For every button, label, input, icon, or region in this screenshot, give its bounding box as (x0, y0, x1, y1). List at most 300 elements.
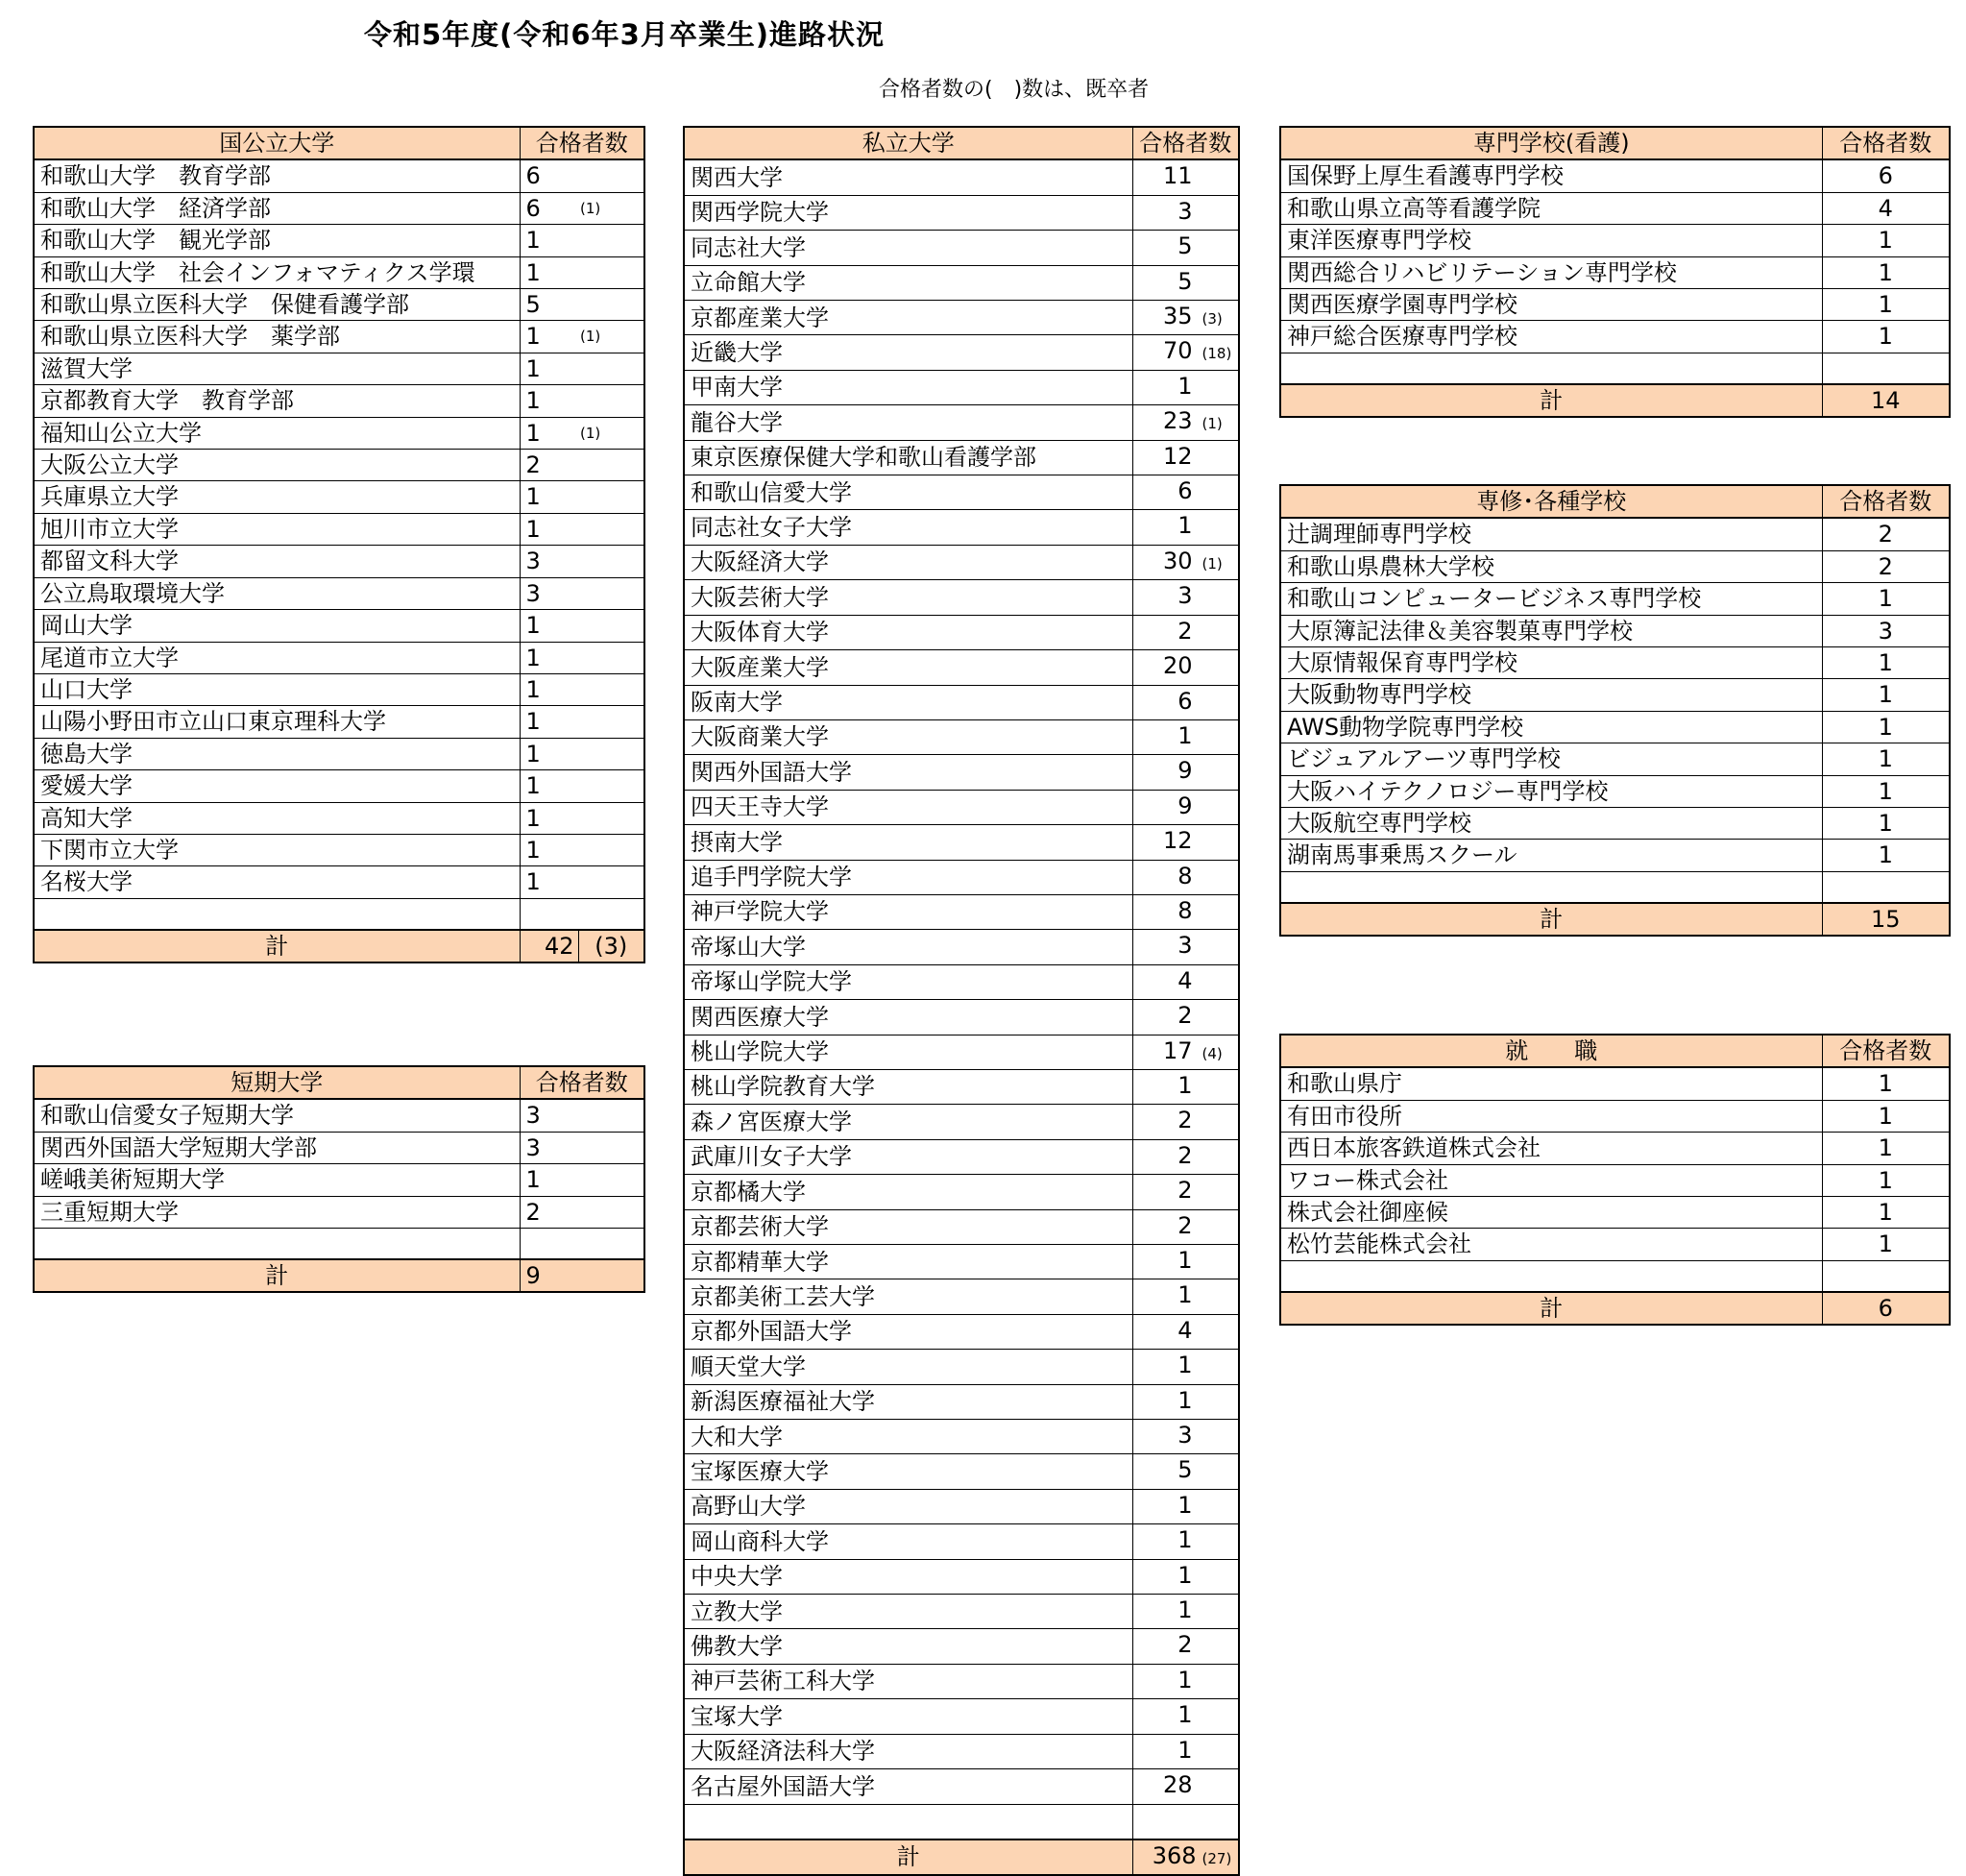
table-row (1280, 1164, 1950, 1196)
school-name: 関西医療大学 (684, 1000, 1132, 1035)
table-row (1280, 159, 1950, 192)
pass-count: 1 (520, 1164, 644, 1196)
table-row (34, 417, 644, 449)
table-row (1280, 321, 1950, 353)
school-name: 関西総合リハビリテーション専門学校 (1280, 256, 1822, 288)
pass-count: 1 (1822, 583, 1950, 615)
private-header: 私立大学 (684, 127, 1132, 159)
pass-count-cell (1132, 301, 1239, 335)
pass-count: 9 (1177, 792, 1193, 819)
graduate-note: (3) (1201, 310, 1223, 329)
pass-count-cell (1132, 1175, 1239, 1209)
graduate-note (578, 642, 644, 673)
school-name: 京都橘大学 (684, 1175, 1132, 1209)
school-name: 京都産業大学 (684, 301, 1132, 335)
graduate-note (578, 159, 644, 192)
school-name: 名桜大学 (34, 866, 520, 898)
pass-count-cell (1132, 1314, 1239, 1349)
school-name: 三重短期大学 (34, 1196, 520, 1228)
graduate-note (578, 353, 644, 384)
school-name: 名古屋外国語大学 (684, 1769, 1132, 1804)
pass-count: 1 (520, 481, 578, 513)
school-name: 中央大学 (684, 1559, 1132, 1594)
table-row (684, 1245, 1239, 1279)
pass-count: 1 (1822, 1164, 1950, 1196)
table-header-row (1280, 1035, 1950, 1067)
table-row (34, 256, 644, 288)
pass-count: 1 (1177, 1386, 1193, 1414)
private-total-note: (27) (1201, 1849, 1232, 1867)
graduate-note (578, 770, 644, 802)
school-name: 山口大学 (34, 673, 520, 705)
pass-count: 1 (1177, 1666, 1193, 1693)
national-university-table (33, 126, 645, 963)
table-row (1280, 840, 1950, 871)
table-row (34, 866, 644, 898)
pass-count-cell (1132, 475, 1239, 510)
school-name: 東洋医療専門学校 (1280, 225, 1822, 256)
graduate-note: (18) (1201, 345, 1232, 363)
table-row (684, 1664, 1239, 1698)
school-name: 松竹芸能株式会社 (1280, 1229, 1822, 1260)
table-row (684, 475, 1239, 510)
school-name: 和歌山大学 経済学部 (34, 192, 520, 224)
pass-count: 2 (1822, 518, 1950, 550)
school-name: 愛媛大学 (34, 770, 520, 802)
pass-count: 1 (520, 673, 578, 705)
school-name: 岡山大学 (34, 610, 520, 642)
graduate-note (578, 706, 644, 738)
table-row (1280, 679, 1950, 711)
school-name: 立命館大学 (684, 265, 1132, 300)
pass-count-cell (1132, 1069, 1239, 1104)
table-row (684, 1420, 1239, 1454)
table-row (684, 195, 1239, 230)
pass-count-cell (1132, 1804, 1239, 1839)
pass-count: 2 (1177, 1631, 1193, 1659)
pass-count: 1 (1822, 775, 1950, 807)
school-name: 龍谷大学 (684, 405, 1132, 440)
pass-count: 6 (520, 192, 578, 224)
table-row (684, 1000, 1239, 1035)
pass-count: 4 (1177, 1316, 1193, 1344)
pass-count: 2 (1177, 1107, 1193, 1134)
table-row (684, 1489, 1239, 1523)
table-row (34, 1099, 644, 1132)
graduate-note: (1) (578, 321, 644, 353)
school-name: 大原簿記法律＆美容製菓専門学校 (1280, 615, 1822, 646)
vocational-total: 15 (1822, 903, 1950, 936)
school-name: 徳島大学 (34, 738, 520, 769)
pass-count: 1 (520, 802, 578, 834)
nursing-total: 14 (1822, 384, 1950, 417)
vocational-count-header: 合格者数 (1822, 485, 1950, 518)
pass-count: 1 (1177, 1352, 1193, 1379)
table-row (1280, 1260, 1950, 1291)
school-name: 株式会社御座候 (1280, 1197, 1822, 1229)
graduate-note (578, 513, 644, 545)
school-name: ワコー株式会社 (1280, 1164, 1822, 1196)
pass-count: 3 (1177, 932, 1193, 960)
table-row (34, 225, 644, 256)
pass-count-cell (1132, 1454, 1239, 1489)
table-header-row (684, 127, 1239, 159)
school-name: 同志社大学 (684, 231, 1132, 265)
pass-count: 6 (1822, 159, 1950, 192)
national-header: 国公立大学 (34, 127, 520, 159)
school-name: 京都芸術大学 (684, 1209, 1132, 1244)
pass-count: 1 (520, 417, 578, 449)
pass-count: 1 (1822, 225, 1950, 256)
private-total-cell (1132, 1839, 1239, 1875)
pass-count: 12 (1162, 827, 1193, 855)
table-row (684, 580, 1239, 615)
pass-count: 1 (520, 706, 578, 738)
pass-count: 30 (1162, 547, 1193, 574)
table-row (684, 1139, 1239, 1174)
table-row (684, 755, 1239, 790)
nursing-header: 専門学校(看護) (1280, 127, 1822, 159)
pass-count-cell (1132, 615, 1239, 649)
graduate-note (578, 738, 644, 769)
employment-count-header: 合格者数 (1822, 1035, 1950, 1067)
table-row (684, 301, 1239, 335)
pass-count: 1 (1177, 1701, 1193, 1729)
table-row (34, 673, 644, 705)
table-row (684, 615, 1239, 649)
pass-count: 1 (1822, 1133, 1950, 1164)
pass-count-cell (1132, 1734, 1239, 1768)
pass-count: 3 (520, 546, 578, 577)
school-name: 関西学院大学 (684, 195, 1132, 230)
total-row (1280, 1292, 1950, 1325)
table-row (684, 1105, 1239, 1139)
school-name: 大和大学 (684, 1420, 1132, 1454)
school-name: 大阪経済大学 (684, 545, 1132, 579)
table-row (34, 1196, 644, 1228)
graduate-note: (1) (578, 417, 644, 449)
table-row (684, 1175, 1239, 1209)
table-row (34, 610, 644, 642)
pass-count: 2 (520, 1196, 644, 1228)
pass-count: 2 (520, 450, 578, 481)
table-row (1280, 1100, 1950, 1132)
table-row (684, 370, 1239, 404)
pass-count: 1 (1822, 321, 1950, 353)
pass-count: 1 (520, 770, 578, 802)
pass-count-cell (1132, 860, 1239, 894)
table-row (1280, 289, 1950, 321)
pass-count: 20 (1162, 652, 1193, 680)
table-row (34, 1164, 644, 1196)
junior-total: 9 (520, 1259, 644, 1292)
graduate-note (578, 673, 644, 705)
pass-count: 2 (1177, 1211, 1193, 1239)
private-university-table (683, 126, 1240, 1876)
pass-count: 6 (1177, 687, 1193, 715)
school-name: 神戸芸術工科大学 (684, 1664, 1132, 1698)
graduate-note (578, 802, 644, 834)
school-name: 福知山公立大学 (34, 417, 520, 449)
graduate-note (578, 898, 644, 929)
pass-count: 1 (1822, 679, 1950, 711)
table-row (34, 513, 644, 545)
table-row (684, 860, 1239, 894)
school-name: 京都教育大学 教育学部 (34, 385, 520, 417)
pass-count: 1 (1177, 1247, 1193, 1274)
table-row (34, 546, 644, 577)
pass-count-cell (1132, 1664, 1239, 1698)
graduate-note (578, 289, 644, 321)
school-name: 嵯峨美術短期大学 (34, 1164, 520, 1196)
table-row (34, 385, 644, 417)
pass-count: 1 (1822, 1067, 1950, 1100)
graduate-note (578, 481, 644, 513)
private-total: 368 (1152, 1841, 1197, 1869)
school-name: 新潟医療福祉大学 (684, 1384, 1132, 1419)
pass-count-cell (1132, 159, 1239, 195)
pass-count: 5 (520, 289, 578, 321)
employment-total-label: 計 (1280, 1292, 1822, 1325)
school-name: 西日本旅客鉄道株式会社 (1280, 1133, 1822, 1164)
school-name: 桃山学院教育大学 (684, 1069, 1132, 1104)
table-row (1280, 711, 1950, 743)
pass-count: 17 (1162, 1036, 1193, 1064)
pass-count-cell (1132, 825, 1239, 860)
graduate-note (578, 450, 644, 481)
table-row (1280, 1197, 1950, 1229)
table-header-row (34, 127, 644, 159)
employment-header: 就 職 (1280, 1035, 1822, 1067)
school-name: 大阪商業大学 (684, 719, 1132, 754)
pass-count: 1 (520, 321, 578, 353)
school-name: 大原情報保育専門学校 (1280, 647, 1822, 679)
table-row (1280, 583, 1950, 615)
pass-count: 2 (1177, 617, 1193, 645)
school-name: 有田市役所 (1280, 1100, 1822, 1132)
page-note: 合格者数の( )数は、既卒者 (879, 78, 1150, 102)
table-row (34, 834, 644, 865)
table-row (1280, 1229, 1950, 1260)
pass-count: 3 (520, 577, 578, 609)
school-name (34, 1229, 520, 1259)
pass-count-cell (1132, 440, 1239, 475)
school-name: 武庫川女子大学 (684, 1139, 1132, 1174)
graduate-note (578, 834, 644, 865)
pass-count: 2 (1177, 1141, 1193, 1169)
school-name: 高野山大学 (684, 1489, 1132, 1523)
pass-count: 1 (520, 385, 578, 417)
national-total-note: (3) (578, 930, 644, 962)
pass-count: 1 (1822, 256, 1950, 288)
table-row (684, 1209, 1239, 1244)
total-row (1280, 903, 1950, 936)
table-row (684, 1734, 1239, 1768)
total-row (34, 930, 644, 962)
table-row (34, 353, 644, 384)
pass-count-cell (1132, 1420, 1239, 1454)
school-name: 都留文科大学 (34, 546, 520, 577)
school-name: 京都外国語大学 (684, 1314, 1132, 1349)
pass-count: 1 (1177, 1071, 1193, 1099)
pass-count: 1 (1177, 1491, 1193, 1519)
table-row (684, 1769, 1239, 1804)
school-name: 国保野上厚生看護専門学校 (1280, 159, 1822, 192)
pass-count: 1 (1822, 808, 1950, 840)
pass-count: 1 (520, 353, 578, 384)
school-name: 追手門学院大学 (684, 860, 1132, 894)
table-header-row (34, 1066, 644, 1099)
table-row (684, 894, 1239, 929)
pass-count-cell (1132, 1000, 1239, 1035)
school-name: 大阪芸術大学 (684, 580, 1132, 615)
school-name: 和歌山県庁 (1280, 1067, 1822, 1100)
table-row (34, 1229, 644, 1259)
table-row (1280, 615, 1950, 646)
table-row (1280, 1133, 1950, 1164)
graduate-note: (1) (578, 192, 644, 224)
table-row (684, 1279, 1239, 1314)
table-row (684, 1035, 1239, 1069)
pass-count-cell (1132, 1629, 1239, 1664)
school-name: 旭川市立大学 (34, 513, 520, 545)
school-name: 尾道市立大学 (34, 642, 520, 673)
junior-total-label: 計 (34, 1259, 520, 1292)
school-name: 同志社女子大学 (684, 510, 1132, 545)
table-row (1280, 256, 1950, 288)
pass-count: 1 (520, 225, 578, 256)
table-header-row (1280, 127, 1950, 159)
table-row (34, 321, 644, 353)
table-row (1280, 647, 1950, 679)
school-name: 桃山学院大学 (684, 1035, 1132, 1069)
table-row (684, 1384, 1239, 1419)
table-row (684, 159, 1239, 195)
junior-count-header: 合格者数 (520, 1066, 644, 1099)
pass-count: 6 (1177, 477, 1193, 505)
school-name: 四天王寺大学 (684, 790, 1132, 824)
pass-count-cell (1132, 1524, 1239, 1559)
school-name: 阪南大学 (684, 685, 1132, 719)
pass-count: 28 (1162, 1771, 1193, 1799)
school-name: 下関市立大学 (34, 834, 520, 865)
pass-count-cell (1132, 894, 1239, 929)
pass-count: 1 (1177, 1526, 1193, 1554)
table-row (684, 1350, 1239, 1384)
school-name: 摂南大学 (684, 825, 1132, 860)
pass-count: 11 (1162, 162, 1193, 190)
school-name: 大阪公立大学 (34, 450, 520, 481)
pass-count: 4 (1822, 192, 1950, 224)
table-row (1280, 743, 1950, 775)
pass-count: 3 (1822, 615, 1950, 646)
pass-count-cell (1132, 370, 1239, 404)
table-row (34, 706, 644, 738)
school-name: 高知大学 (34, 802, 520, 834)
nursing-school-table (1279, 126, 1951, 418)
table-row (1280, 1067, 1950, 1100)
pass-count-cell (1132, 685, 1239, 719)
pass-count (1822, 1260, 1950, 1291)
school-name: 和歌山大学 社会インフォマティクス学環 (34, 256, 520, 288)
employment-total: 6 (1822, 1292, 1950, 1325)
pass-count: 1 (1822, 1197, 1950, 1229)
pass-count-cell (1132, 1279, 1239, 1314)
pass-count: 3 (1177, 197, 1193, 225)
school-name: 神戸学院大学 (684, 894, 1132, 929)
vocational-school-table (1279, 484, 1951, 937)
pass-count-cell (1132, 1139, 1239, 1174)
table-row (684, 1069, 1239, 1104)
school-name: 和歌山信愛女子短期大学 (34, 1099, 520, 1132)
junior-college-table (33, 1065, 645, 1293)
school-name: 帝塚山学院大学 (684, 964, 1132, 999)
table-row (684, 265, 1239, 300)
pass-count-cell (1132, 790, 1239, 824)
total-row (34, 1259, 644, 1292)
pass-count-cell (1132, 755, 1239, 790)
pass-count: 1 (1177, 372, 1193, 400)
pass-count: 2 (1822, 550, 1950, 582)
pass-count: 3 (1177, 582, 1193, 610)
school-name: 和歌山大学 観光学部 (34, 225, 520, 256)
school-name (1280, 353, 1822, 383)
pass-count: 1 (1177, 1561, 1193, 1589)
school-name: 大阪経済法科大学 (684, 1734, 1132, 1768)
school-name: 和歌山信愛大学 (684, 475, 1132, 510)
school-name: 和歌山県立高等看護学院 (1280, 192, 1822, 224)
table-row (684, 1595, 1239, 1629)
school-name: 湖南馬事乗馬スクール (1280, 840, 1822, 871)
total-row (684, 1839, 1239, 1875)
graduate-note (578, 225, 644, 256)
vocational-total-label: 計 (1280, 903, 1822, 936)
table-row (684, 1314, 1239, 1349)
pass-count-cell (1132, 1489, 1239, 1523)
pass-count: 1 (520, 610, 578, 642)
table-row (34, 898, 644, 929)
table-row (34, 481, 644, 513)
table-row (1280, 550, 1950, 582)
school-name: 京都精華大学 (684, 1245, 1132, 1279)
graduate-note (578, 385, 644, 417)
pass-count (520, 898, 578, 929)
table-row (34, 289, 644, 321)
pass-count-cell (1132, 405, 1239, 440)
pass-count: 1 (1822, 289, 1950, 321)
national-count-header: 合格者数 (520, 127, 644, 159)
total-row (1280, 384, 1950, 417)
graduate-note (578, 256, 644, 288)
school-name: 岡山商科大学 (684, 1524, 1132, 1559)
school-name (34, 898, 520, 929)
pass-count: 8 (1177, 896, 1193, 924)
table-row (34, 577, 644, 609)
pass-count: 35 (1162, 303, 1193, 330)
pass-count: 1 (1177, 1281, 1193, 1309)
table-row (1280, 225, 1950, 256)
school-name: 順天堂大学 (684, 1350, 1132, 1384)
table-row (34, 738, 644, 769)
employment-table (1279, 1034, 1951, 1326)
table-row (684, 440, 1239, 475)
school-name: 和歌山大学 教育学部 (34, 159, 520, 192)
school-name: 佛教大学 (684, 1629, 1132, 1664)
pass-count (520, 1229, 644, 1259)
pass-count-cell (1132, 930, 1239, 964)
graduate-note: (1) (1201, 554, 1223, 573)
graduate-note (578, 866, 644, 898)
